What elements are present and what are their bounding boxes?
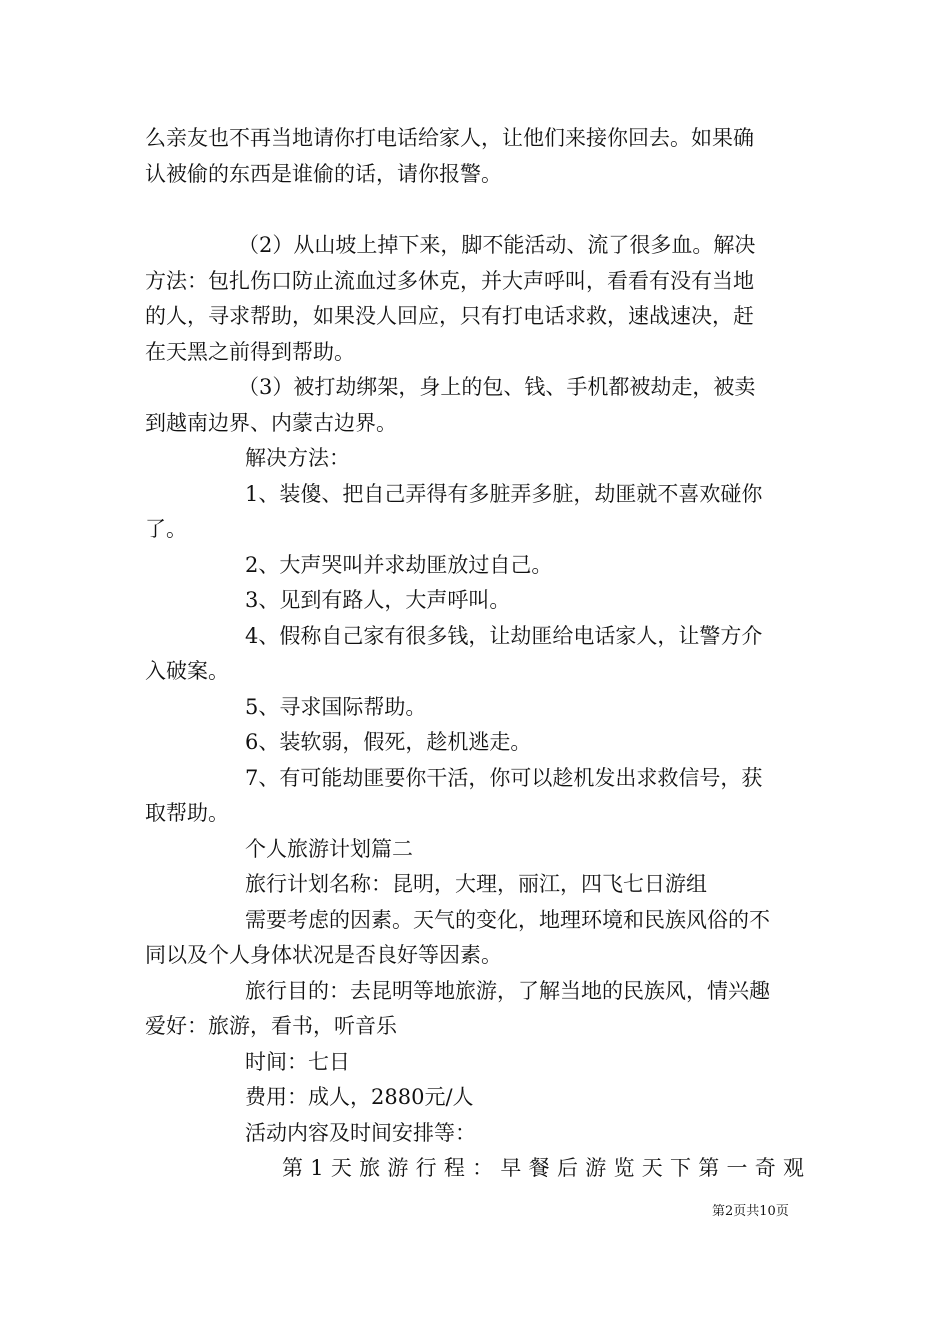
text-line: 旅行计划名称：昆明，大理，丽江，四飞七日游组 <box>245 872 707 896</box>
text-line: 时间：七日 <box>245 1050 350 1074</box>
section-heading: 个人旅游计划篇二 <box>245 837 413 861</box>
text-line: 第1天旅游行程：早餐后游览天下第一奇观 <box>282 1156 806 1180</box>
text-line: 4、假称自己家有很多钱，让劫匪给电话家人，让警方介 <box>245 624 763 648</box>
text-line: （2）从山坡上掉下来，脚不能活动、流了很多血。解决 <box>238 233 756 257</box>
text-line: 解决方法： <box>245 446 350 470</box>
text-line: 取帮助。 <box>145 801 229 825</box>
text-line: 1、装傻、把自己弄得有多脏弄多脏，劫匪就不喜欢碰你 <box>245 482 763 506</box>
text-line: 方法：包扎伤口防止流血过多休克，并大声呼叫，看看有没有当地 <box>145 269 754 293</box>
text-line: 7、有可能劫匪要你干活，你可以趁机发出求救信号，获 <box>245 766 763 790</box>
text-line: 入破案。 <box>145 659 229 683</box>
text-line: 需要考虑的因素。天气的变化，地理环境和民族风俗的不 <box>245 908 770 932</box>
text-line: 么亲友也不再当地请你打电话给家人，让他们来接你回去。如果确 <box>145 126 754 150</box>
text-line: 了。 <box>145 517 187 541</box>
text-line: 在天黑之前得到帮助。 <box>145 340 355 364</box>
text-line: 到越南边界、内蒙古边界。 <box>145 411 397 435</box>
text-line: （3）被打劫绑架，身上的包、钱、手机都被劫走，被卖 <box>238 375 756 399</box>
text-line: 活动内容及时间安排等： <box>245 1121 476 1145</box>
text-line: 的人，寻求帮助，如果没人回应，只有打电话求救，速战速决，赶 <box>145 304 754 328</box>
text-line: 旅行目的：去昆明等地旅游，了解当地的民族风，情兴趣 <box>245 979 770 1003</box>
page-number: 第2页共10页 <box>712 1204 789 1219</box>
text-line: 同以及个人身体状况是否良好等因素。 <box>145 943 502 967</box>
text-line: 6、装软弱，假死，趁机逃走。 <box>245 730 532 754</box>
text-line: 5、寻求国际帮助。 <box>245 695 427 719</box>
text-line: 认被偷的东西是谁偷的话，请你报警。 <box>145 162 502 186</box>
text-line: 爱好：旅游，看书，听音乐 <box>145 1014 397 1038</box>
text-line: 2、大声哭叫并求劫匪放过自己。 <box>245 553 553 577</box>
text-line: 费用：成人，2880元/人 <box>245 1085 474 1109</box>
text-line: 3、见到有路人，大声呼叫。 <box>245 588 511 612</box>
